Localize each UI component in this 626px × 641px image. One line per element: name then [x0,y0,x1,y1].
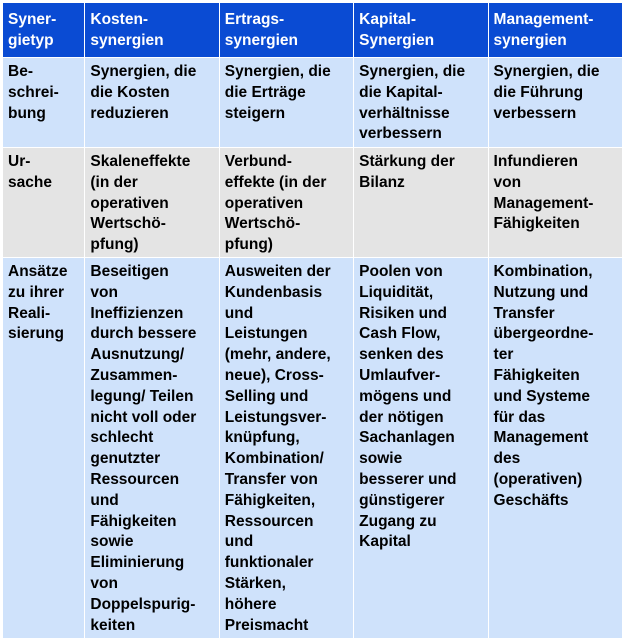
synergy-table [2,2,623,639]
header-kapitalsynergien: Kapital- Synergien [354,3,488,58]
header-kostensynergien: Kosten- synergien [85,3,219,58]
cell-beschreibung-kosten: Synergien, die die Kosten reduzieren [85,58,219,148]
cell-ursache-ertrag: Verbund- effekte (in der operativen Wertschö- pfung) [219,148,353,258]
header-ertragssynergien: Ertrags- synergien [219,3,353,58]
cell-beschreibung-management: Synergien, die die Führung verbessern [488,58,622,148]
cell-ansaetze-management: Kombination, Nutzung und Transfer übergeordne- ter Fähigkeiten und Systeme für das Management des (operativen) Geschäfts [488,258,622,639]
cell-ansaetze-kapital: Poolen von Liquidität, Risiken und Cash Flow, senken des Umlaufver- mögens und der nötigen Sachanlagen sowie besserer und günstigerer Zugang zu Kapital [354,258,488,639]
table-row-ansaetze [3,258,623,639]
cell-ansaetze-ertrag: Ausweiten der Kundenbasis und Leistungen (mehr, andere, neue), Cross- Selling und Leistungsver- knüpfung, Kombination/ Transfer von Fähigkeiten, Ressourcen und funktionaler Stärken, höhere Preismacht [219,258,353,639]
table-row-ursache [3,148,623,258]
cell-beschreibung-kapital: Synergien, die die Kapital- verhältnisse verbessern [354,58,488,148]
table-row-beschreibung [3,58,623,148]
header-managementsynergien: Management- synergien [488,3,622,58]
row-label-ursache: Ur- sache [3,148,85,258]
cell-ansaetze-kosten: Beseitigen von Ineffizienzen durch bessere Ausnutzung/ Zusammen- legung/ Teilen nicht voll oder schlecht genutzter Ressourcen und Fähigkeiten sowie Eliminierung von Doppelspurig- keiten [85,258,219,639]
header-row [3,3,623,58]
cell-ursache-management: Infundieren von Management- Fähigkeiten [488,148,622,258]
cell-ursache-kapital: Stärkung der Bilanz [354,148,488,258]
header-synergietyp: Syner- gietyp [3,3,85,58]
cell-beschreibung-ertrag: Synergien, die die Erträge steigern [219,58,353,148]
cell-ursache-kosten: Skaleneffekte (in der operativen Wertschö- pfung) [85,148,219,258]
row-label-ansaetze: Ansätze zu ihrer Reali- sierung [3,258,85,639]
row-label-beschreibung: Be- schrei- bung [3,58,85,148]
